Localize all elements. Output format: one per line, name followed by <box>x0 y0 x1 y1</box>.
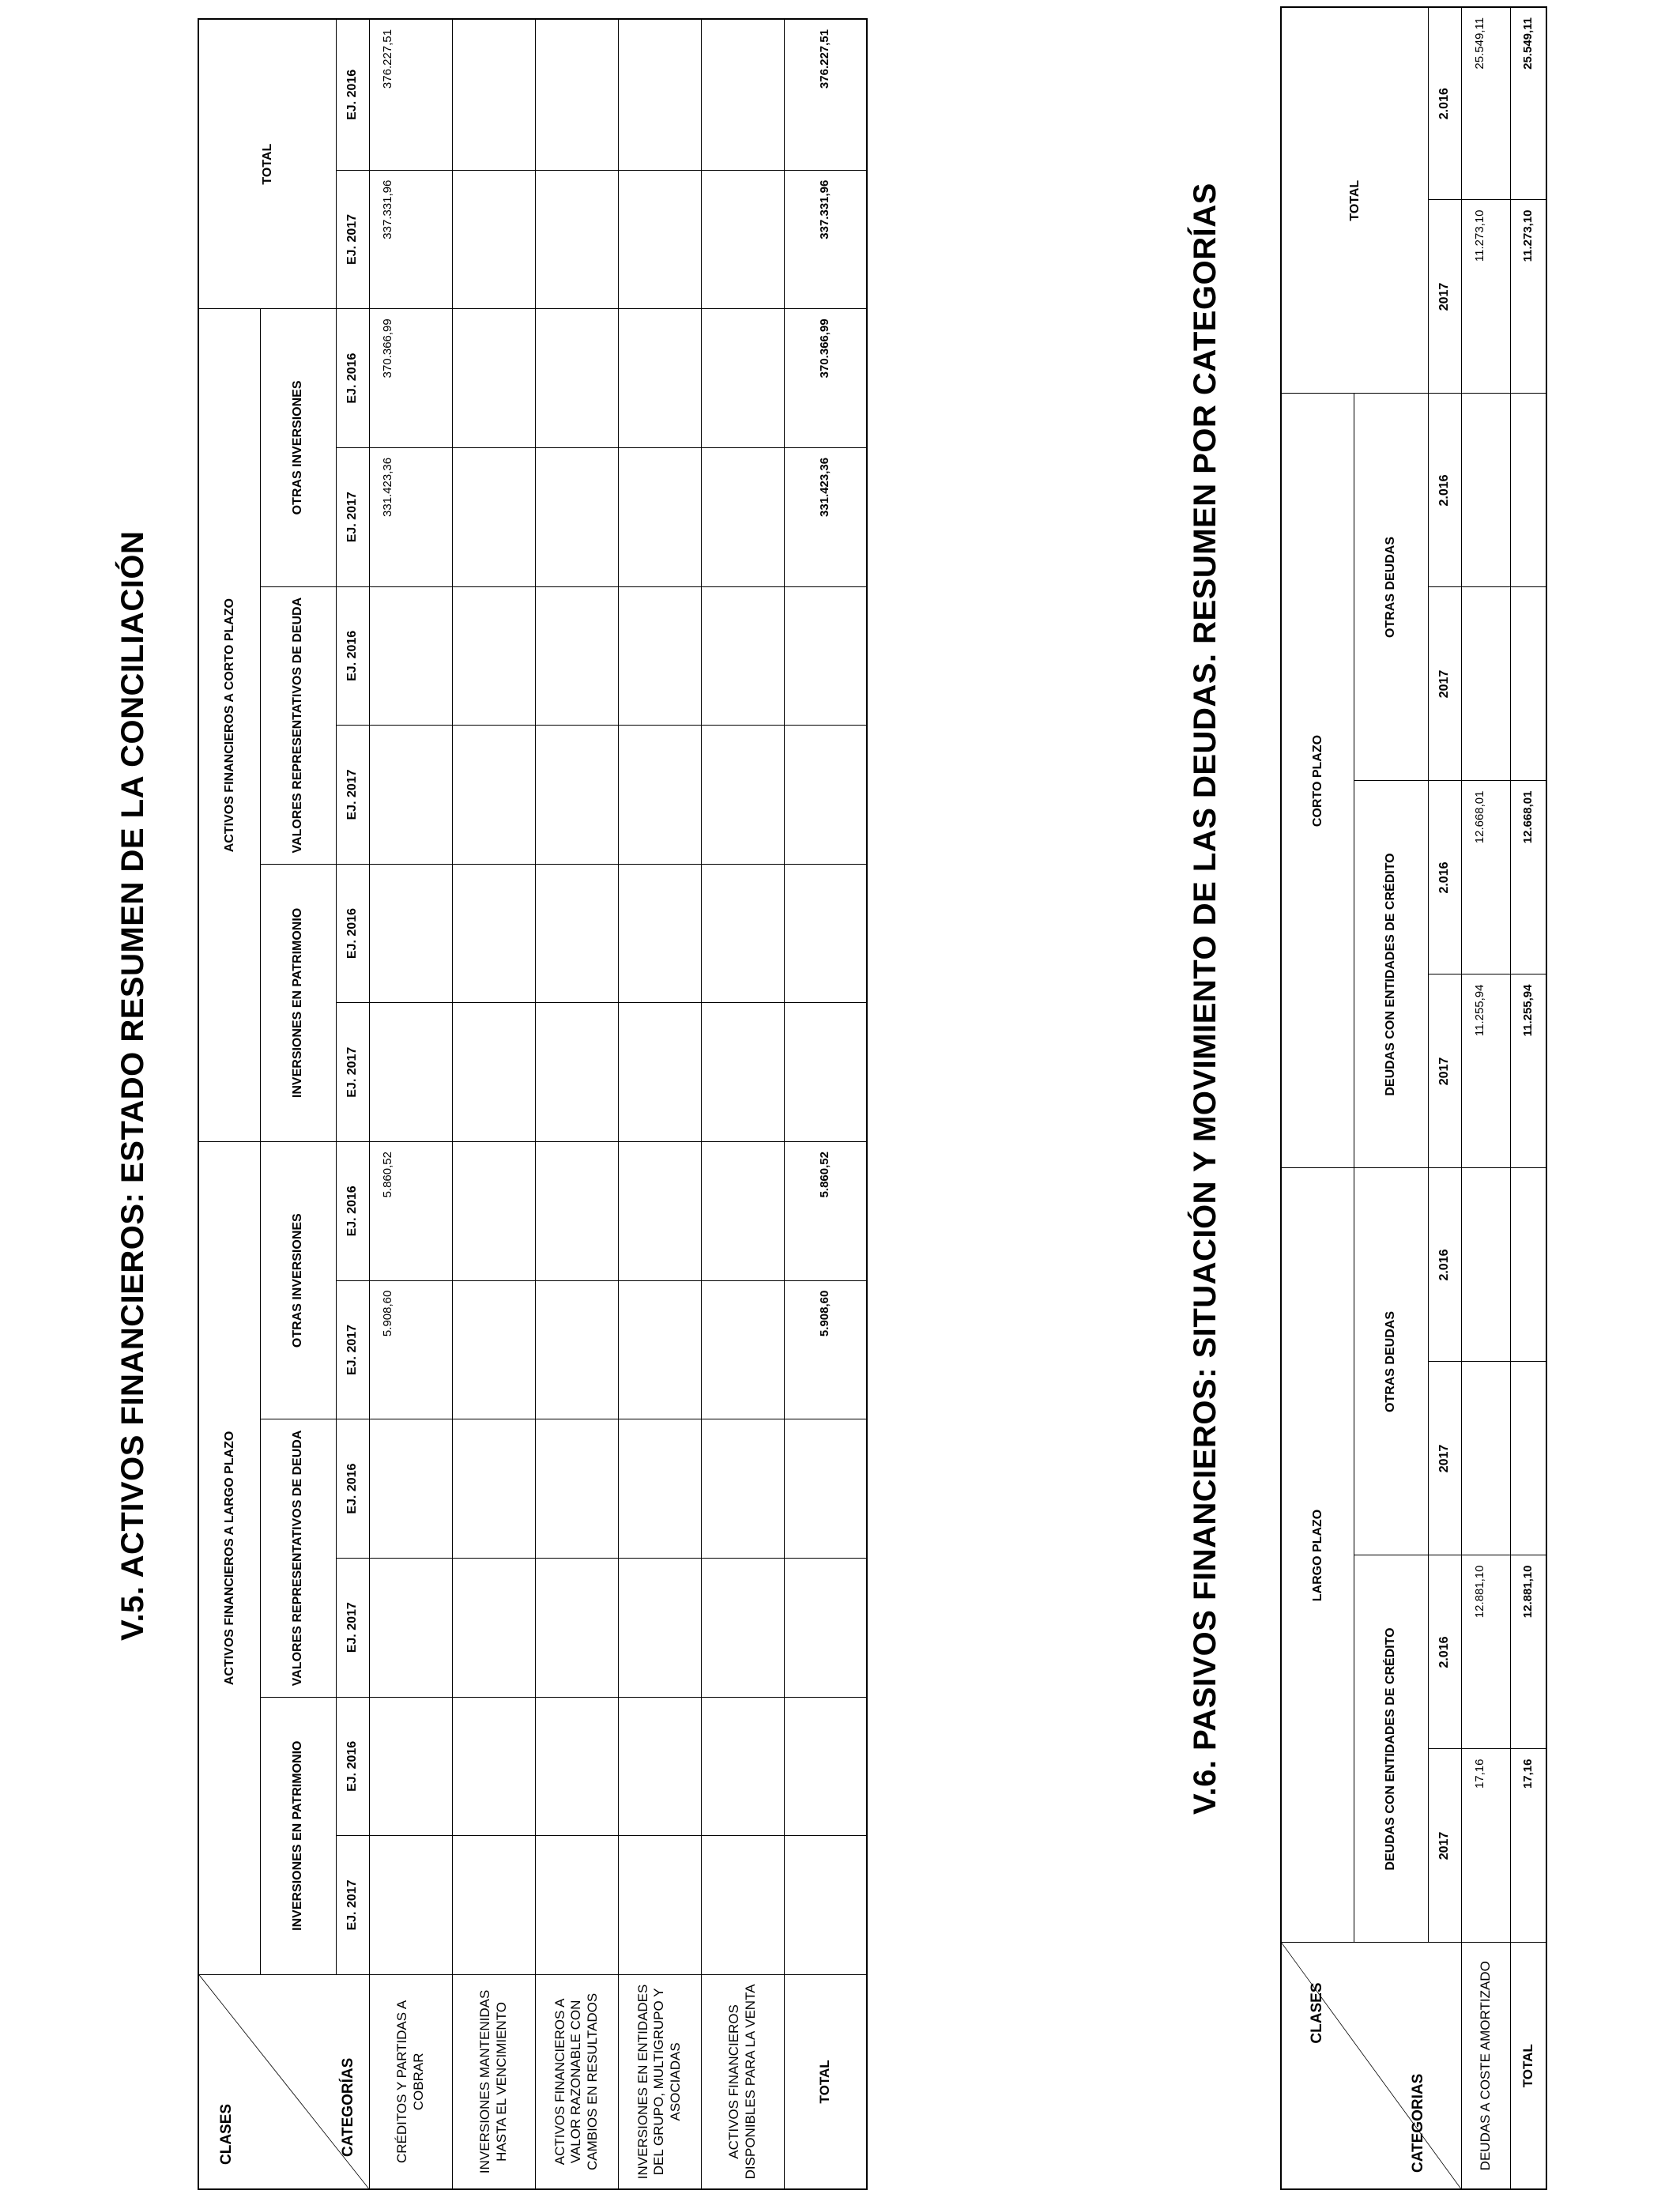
value-cell <box>535 447 618 586</box>
year-header-cell: 2.016 <box>1428 7 1461 200</box>
row-category-label: DEUDAS A COSTE AMORTIZADO <box>1461 1943 1510 2189</box>
total-value-cell <box>784 1003 867 1142</box>
value-cell <box>535 1558 618 1697</box>
total-value-cell <box>784 586 867 726</box>
row-category-label: CRÉDITOS Y PARTIDAS A COBRAR <box>369 1974 452 2189</box>
row-category-label: INVERSIONES MANTENIDAS HASTA EL VENCIMIENTO <box>452 1974 535 2189</box>
value-cell: 5.908,60 <box>369 1280 452 1419</box>
value-cell <box>369 864 452 1003</box>
value-cell <box>369 1697 452 1836</box>
year-header-cell: EJ. 2017 <box>336 447 369 586</box>
year-header-cell: EJ. 2016 <box>336 864 369 1003</box>
value-cell <box>618 1419 701 1559</box>
value-cell <box>452 170 535 309</box>
value-cell <box>535 1003 618 1142</box>
value-cell <box>618 864 701 1003</box>
year-header-cell: EJ. 2017 <box>336 170 369 309</box>
table-row <box>618 19 701 2189</box>
group-long-term: ACTIVOS FINANCIEROS A LARGO PLAZO <box>198 1142 260 1975</box>
group-total: TOTAL <box>1281 7 1428 394</box>
year-header-cell: EJ. 2016 <box>336 1419 369 1559</box>
value-cell: 11.273,10 <box>1461 200 1510 394</box>
total-value-cell <box>784 1697 867 1836</box>
year-header-cell: EJ. 2016 <box>336 1697 369 1836</box>
sub-valores-long: VALORES REPRESENTATIVOS DE DEUDA <box>260 1419 336 1697</box>
value-cell <box>535 586 618 726</box>
value-cell <box>452 586 535 726</box>
year-header-cell: 2017 <box>1428 200 1461 394</box>
value-cell <box>701 1280 784 1419</box>
value-cell: 337.331,96 <box>369 170 452 309</box>
financial-assets-table <box>198 18 868 2190</box>
sub-valores-short: VALORES REPRESENTATIVOS DE DEUDA <box>260 586 336 864</box>
value-cell <box>618 1697 701 1836</box>
value-cell <box>701 1003 784 1142</box>
value-cell: 331.423,36 <box>369 447 452 586</box>
value-cell <box>369 1836 452 1975</box>
row-category-label: ACTIVOS FINANCIEROS A VALOR RAZONABLE CON CAMBIOS EN RESULTADOS <box>535 1974 618 2189</box>
value-cell <box>618 586 701 726</box>
total-value-cell <box>1510 1362 1546 1555</box>
group-long-term: LARGO PLAZO <box>1281 1168 1354 1943</box>
value-cell <box>535 309 618 448</box>
value-cell <box>618 170 701 309</box>
value-cell <box>452 1697 535 1836</box>
value-cell <box>701 1697 784 1836</box>
year-header-cell: EJ. 2017 <box>336 1558 369 1697</box>
corner-header <box>198 1974 369 2189</box>
value-cell <box>535 726 618 865</box>
total-label: TOTAL <box>784 1974 867 2189</box>
total-value-cell: 12.881,10 <box>1510 1555 1546 1749</box>
total-value-cell: 25.549,11 <box>1510 7 1546 200</box>
value-cell <box>618 1142 701 1281</box>
total-value-cell <box>1510 587 1546 781</box>
value-cell <box>701 1419 784 1559</box>
value-cell: 12.668,01 <box>1461 781 1510 974</box>
year-header-cell: EJ. 2016 <box>336 586 369 726</box>
year-header-row <box>1428 7 1461 2189</box>
value-cell <box>452 726 535 865</box>
value-cell <box>452 1836 535 1975</box>
value-cell <box>618 447 701 586</box>
value-cell <box>535 1142 618 1281</box>
total-value-cell: 5.908,60 <box>784 1280 867 1419</box>
value-cell <box>1461 1362 1510 1555</box>
corner-categories-label: CATEGORÍAS <box>339 2057 356 2157</box>
sub-entidades-short: DEUDAS CON ENTIDADES DE CRÉDITO <box>1354 781 1428 1168</box>
total-value-cell <box>784 726 867 865</box>
value-cell <box>701 726 784 865</box>
corner-categories-label: CATEGORIAS <box>1409 2073 1426 2173</box>
total-value-cell: 11.273,10 <box>1510 200 1546 394</box>
value-cell <box>535 1280 618 1419</box>
value-cell: 5.860,52 <box>369 1142 452 1281</box>
value-cell <box>535 1419 618 1559</box>
value-cell <box>701 170 784 309</box>
sub-otras-short: OTRAS DEUDAS <box>1354 394 1428 781</box>
total-value-cell: 331.423,36 <box>784 447 867 586</box>
value-cell: 25.549,11 <box>1461 7 1510 200</box>
value-cell: 11.255,94 <box>1461 974 1510 1168</box>
row-category-label: INVERSIONES EN ENTIDADES DEL GRUPO, MULTIGRUPO Y ASOCIADAS <box>618 1974 701 2189</box>
sub-otras-short: OTRAS INVERSIONES <box>260 309 336 586</box>
year-header-cell: 2017 <box>1428 587 1461 781</box>
total-value-cell: 337.331,96 <box>784 170 867 309</box>
value-cell <box>535 1836 618 1975</box>
value-cell <box>452 447 535 586</box>
value-cell <box>1461 394 1510 587</box>
value-cell <box>452 309 535 448</box>
table-row <box>369 19 452 2189</box>
total-value-cell: 12.668,01 <box>1510 781 1546 974</box>
group-total: TOTAL <box>198 19 336 309</box>
total-value-cell <box>1510 394 1546 587</box>
value-cell <box>452 1280 535 1419</box>
year-header-cell: 2.016 <box>1428 394 1461 587</box>
total-row <box>1510 7 1546 2189</box>
value-cell: 370.366,99 <box>369 309 452 448</box>
value-cell <box>369 1419 452 1559</box>
value-cell: 12.881,10 <box>1461 1555 1510 1749</box>
value-cell <box>618 1003 701 1142</box>
sub-patrimonio-short: INVERSIONES EN PATRIMONIO <box>260 864 336 1141</box>
value-cell <box>618 1558 701 1697</box>
total-value-cell <box>784 1419 867 1559</box>
corner-header-liabilities <box>1281 1943 1461 2189</box>
value-cell: 17,16 <box>1461 1749 1510 1943</box>
total-value-cell: 376.227,51 <box>784 19 867 170</box>
value-cell <box>535 170 618 309</box>
total-label: TOTAL <box>1510 1943 1546 2189</box>
year-header-cell: 2017 <box>1428 974 1461 1168</box>
year-header-cell: EJ. 2017 <box>336 1836 369 1975</box>
total-value-cell: 370.366,99 <box>784 309 867 448</box>
year-header-row <box>336 19 369 2189</box>
value-cell <box>452 864 535 1003</box>
total-value-cell: 17,16 <box>1510 1749 1546 1943</box>
table-row <box>535 19 618 2189</box>
value-cell <box>701 586 784 726</box>
year-header-cell: 2.016 <box>1428 1555 1461 1749</box>
year-header-cell: EJ. 2016 <box>336 309 369 448</box>
section-5-title: V.5. ACTIVOS FINANCIEROS: ESTADO RESUMEN DE LA CONCILIACIÓN <box>115 530 150 1641</box>
value-cell <box>1461 1168 1510 1362</box>
group-short-term: CORTO PLAZO <box>1281 394 1354 1168</box>
table-row <box>452 19 535 2189</box>
year-header-cell: EJ. 2017 <box>336 1280 369 1419</box>
year-header-cell: EJ. 2017 <box>336 1003 369 1142</box>
value-cell <box>535 1697 618 1836</box>
value-cell <box>369 1558 452 1697</box>
section-6-title: V.6. PASIVOS FINANCIEROS: SITUACIÓN Y MOVIMIENTO DE LAS DEUDAS. RESUMEN POR CATEGORÍAS <box>1188 183 1222 1815</box>
year-header-cell: 2.016 <box>1428 781 1461 974</box>
total-value-cell <box>784 1836 867 1975</box>
sub-entidades-long: DEUDAS CON ENTIDADES DE CRÉDITO <box>1354 1555 1428 1943</box>
total-value-cell <box>784 1558 867 1697</box>
value-cell <box>701 864 784 1003</box>
corner-classes-label: CLASES <box>1309 1982 1325 2044</box>
table-row <box>701 19 784 2189</box>
value-cell <box>618 1280 701 1419</box>
total-value-cell <box>784 864 867 1003</box>
value-cell <box>452 1419 535 1559</box>
total-row <box>784 19 867 2189</box>
value-cell: 376.227,51 <box>369 19 452 170</box>
value-cell <box>369 1003 452 1142</box>
value-cell <box>452 1003 535 1142</box>
year-header-cell: 2.016 <box>1428 1168 1461 1362</box>
row-category-label: ACTIVOS FINANCIEROS DISPONIBLES PARA LA VENTA <box>701 1974 784 2189</box>
total-value-cell <box>1510 1168 1546 1362</box>
total-value-cell: 11.255,94 <box>1510 974 1546 1168</box>
sub-otras-long: OTRAS DEUDAS <box>1354 1168 1428 1555</box>
value-cell <box>618 1836 701 1975</box>
value-cell <box>701 1558 784 1697</box>
value-cell <box>369 586 452 726</box>
value-cell <box>701 1142 784 1281</box>
value-cell <box>535 19 618 170</box>
year-header-cell: EJ. 2017 <box>336 726 369 865</box>
value-cell <box>701 19 784 170</box>
value-cell <box>369 726 452 865</box>
value-cell <box>701 447 784 586</box>
value-cell <box>1461 587 1510 781</box>
value-cell <box>618 19 701 170</box>
value-cell <box>535 864 618 1003</box>
value-cell <box>452 1142 535 1281</box>
table-row <box>1461 7 1510 2189</box>
value-cell <box>701 1836 784 1975</box>
value-cell <box>452 1558 535 1697</box>
corner-classes-label: CLASES <box>218 2103 235 2165</box>
year-header-cell: EJ. 2016 <box>336 19 369 170</box>
year-header-cell: EJ. 2016 <box>336 1142 369 1281</box>
year-header-cell: 2017 <box>1428 1362 1461 1555</box>
year-header-cell: 2017 <box>1428 1749 1461 1943</box>
value-cell <box>701 309 784 448</box>
value-cell <box>452 19 535 170</box>
sub-otras-long: OTRAS INVERSIONES <box>260 1142 336 1419</box>
value-cell <box>618 726 701 865</box>
group-short-term: ACTIVOS FINANCIEROS A CORTO PLAZO <box>198 309 260 1142</box>
sub-patrimonio-long: INVERSIONES EN PATRIMONIO <box>260 1697 336 1974</box>
total-value-cell: 5.860,52 <box>784 1142 867 1281</box>
financial-liabilities-table <box>1280 6 1547 2190</box>
value-cell <box>618 309 701 448</box>
